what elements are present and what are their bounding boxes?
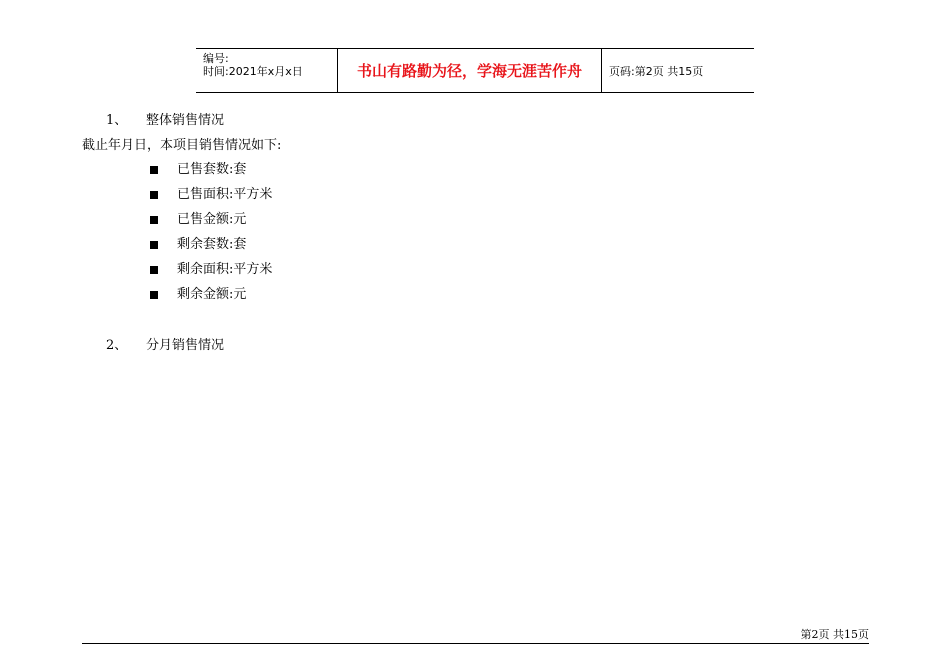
section-1-title: 整体销售情况 (146, 113, 225, 128)
header-info-cell (196, 49, 338, 92)
footer-page-number: 第2页 共15页 (800, 628, 869, 641)
list-item-text: 剩余套数:套 (177, 237, 247, 252)
square-bullet-icon (150, 166, 158, 174)
list-item-text: 剩余面积:平方米 (177, 262, 273, 277)
document-number-label: 编号: (203, 52, 229, 65)
square-bullet-icon (150, 241, 158, 249)
square-bullet-icon (150, 266, 158, 274)
square-bullet-icon (150, 291, 158, 299)
section-2-title: 分月销售情况 (146, 338, 225, 353)
header-page-cell (602, 49, 754, 92)
section-1-intro: 截止年月日，本项目销售情况如下: (82, 138, 282, 153)
header-motto-cell (338, 49, 602, 92)
square-bullet-icon (150, 216, 158, 224)
section-2-number: 2、 (106, 338, 128, 353)
footer-divider (82, 643, 869, 644)
page-header (196, 48, 754, 93)
document-date-label: 时间:2021年x月x日 (203, 65, 303, 78)
list-item-text: 已售面积:平方米 (177, 187, 273, 202)
list-item-text: 剩余金额:元 (177, 287, 247, 302)
list-item-text: 已售金额:元 (177, 212, 247, 227)
square-bullet-icon (150, 191, 158, 199)
section-1-number: 1、 (106, 113, 128, 128)
header-page-number: 页码:第2页 共15页 (609, 64, 704, 78)
header-motto: 书山有路勤为径，学海无涯苦作舟 (356, 62, 582, 80)
list-item-text: 已售套数:套 (177, 162, 247, 177)
